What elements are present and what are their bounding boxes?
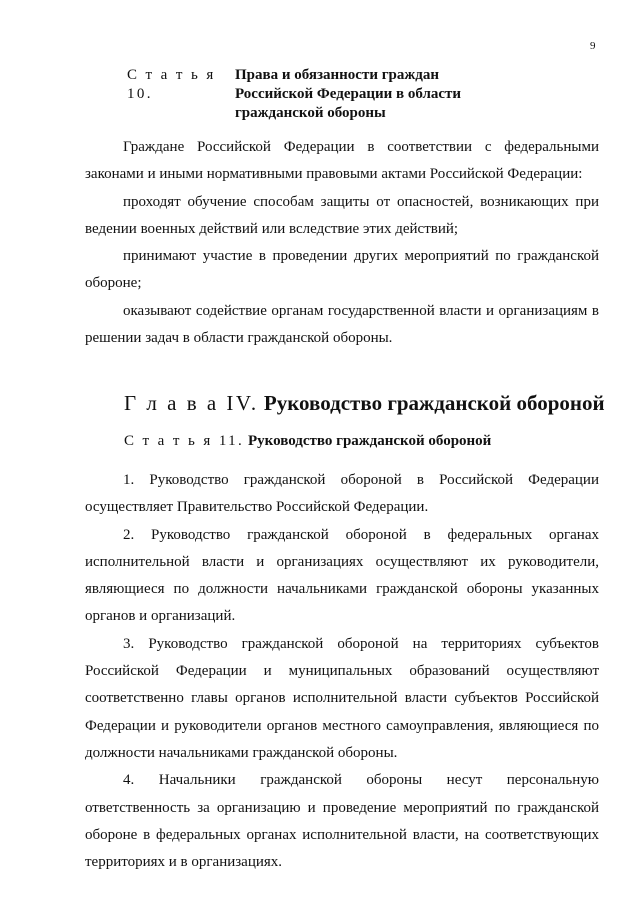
article-10-paragraph: Граждане Российской Федерации в соответствии с федеральными законами и иными нормативными правовыми актами Российской Федерации: xyxy=(85,139,599,183)
page-number: 9 xyxy=(590,40,596,52)
article-10-title-line: Российской Федерации в области xyxy=(235,86,462,102)
article-11-paragraph: 4. Начальники гражданской обороны несут персональную ответственность за организацию и проведение мероприятий по гражданской обороне в федеральных органах исполнительной власти, на соответствующих территориях и в организациях. xyxy=(85,772,599,871)
article-10-title xyxy=(235,66,461,123)
article-11-paragraph: 2. Руководство гражданской обороной в федеральных органах исполнительной власти и организациях осуществляют их руководители, являющиеся по должности начальниками гражданской обороны указанных органов и организаций. xyxy=(85,526,599,625)
article-10-title-line: Права и обязанности граждан xyxy=(235,67,439,83)
chapter-heading xyxy=(124,390,605,416)
chapter-label: Г л а в а IV. xyxy=(124,391,259,415)
article-10-paragraph: принимают участие в проведении других мероприятий по гражданской обороне; xyxy=(85,248,599,292)
article-11-title: Руководство гражданской обороной xyxy=(247,433,492,449)
article-10-paragraph: проходят обучение способам защиты от опасностей, возникающих при ведении военных действий или вследствие этих действий; xyxy=(85,193,599,237)
article-10-paragraph: оказывают содействие органам государственной власти и организациям в решении задач в области гражданской обороны. xyxy=(85,302,599,347)
chapter-title: Руководство гражданской обороной xyxy=(263,391,605,415)
article-11-paragraph: 3. Руководство гражданской обороной на территориях субъектов Российской Федерации и муниципальных образований осуществляют соответственно главы органов исполнительной власти субъектов Российской Федерации и руководители органов местного самоуправления, являющиеся по должности начальниками гражданской обороны. xyxy=(85,635,599,761)
article-10-title-line: гражданской обороны xyxy=(235,105,386,121)
article-10-body xyxy=(85,134,599,352)
article-10-label: С т а т ь я 10. xyxy=(127,67,216,102)
article-10-heading xyxy=(127,66,461,123)
article-11-label: С т а т ь я 11. xyxy=(124,433,245,449)
article-11-body xyxy=(85,467,599,876)
article-11-paragraph: 1. Руководство гражданской обороной в Российской Федерации осуществляет Правительство Российской Федерации. xyxy=(85,472,599,516)
article-11-heading xyxy=(124,431,491,451)
